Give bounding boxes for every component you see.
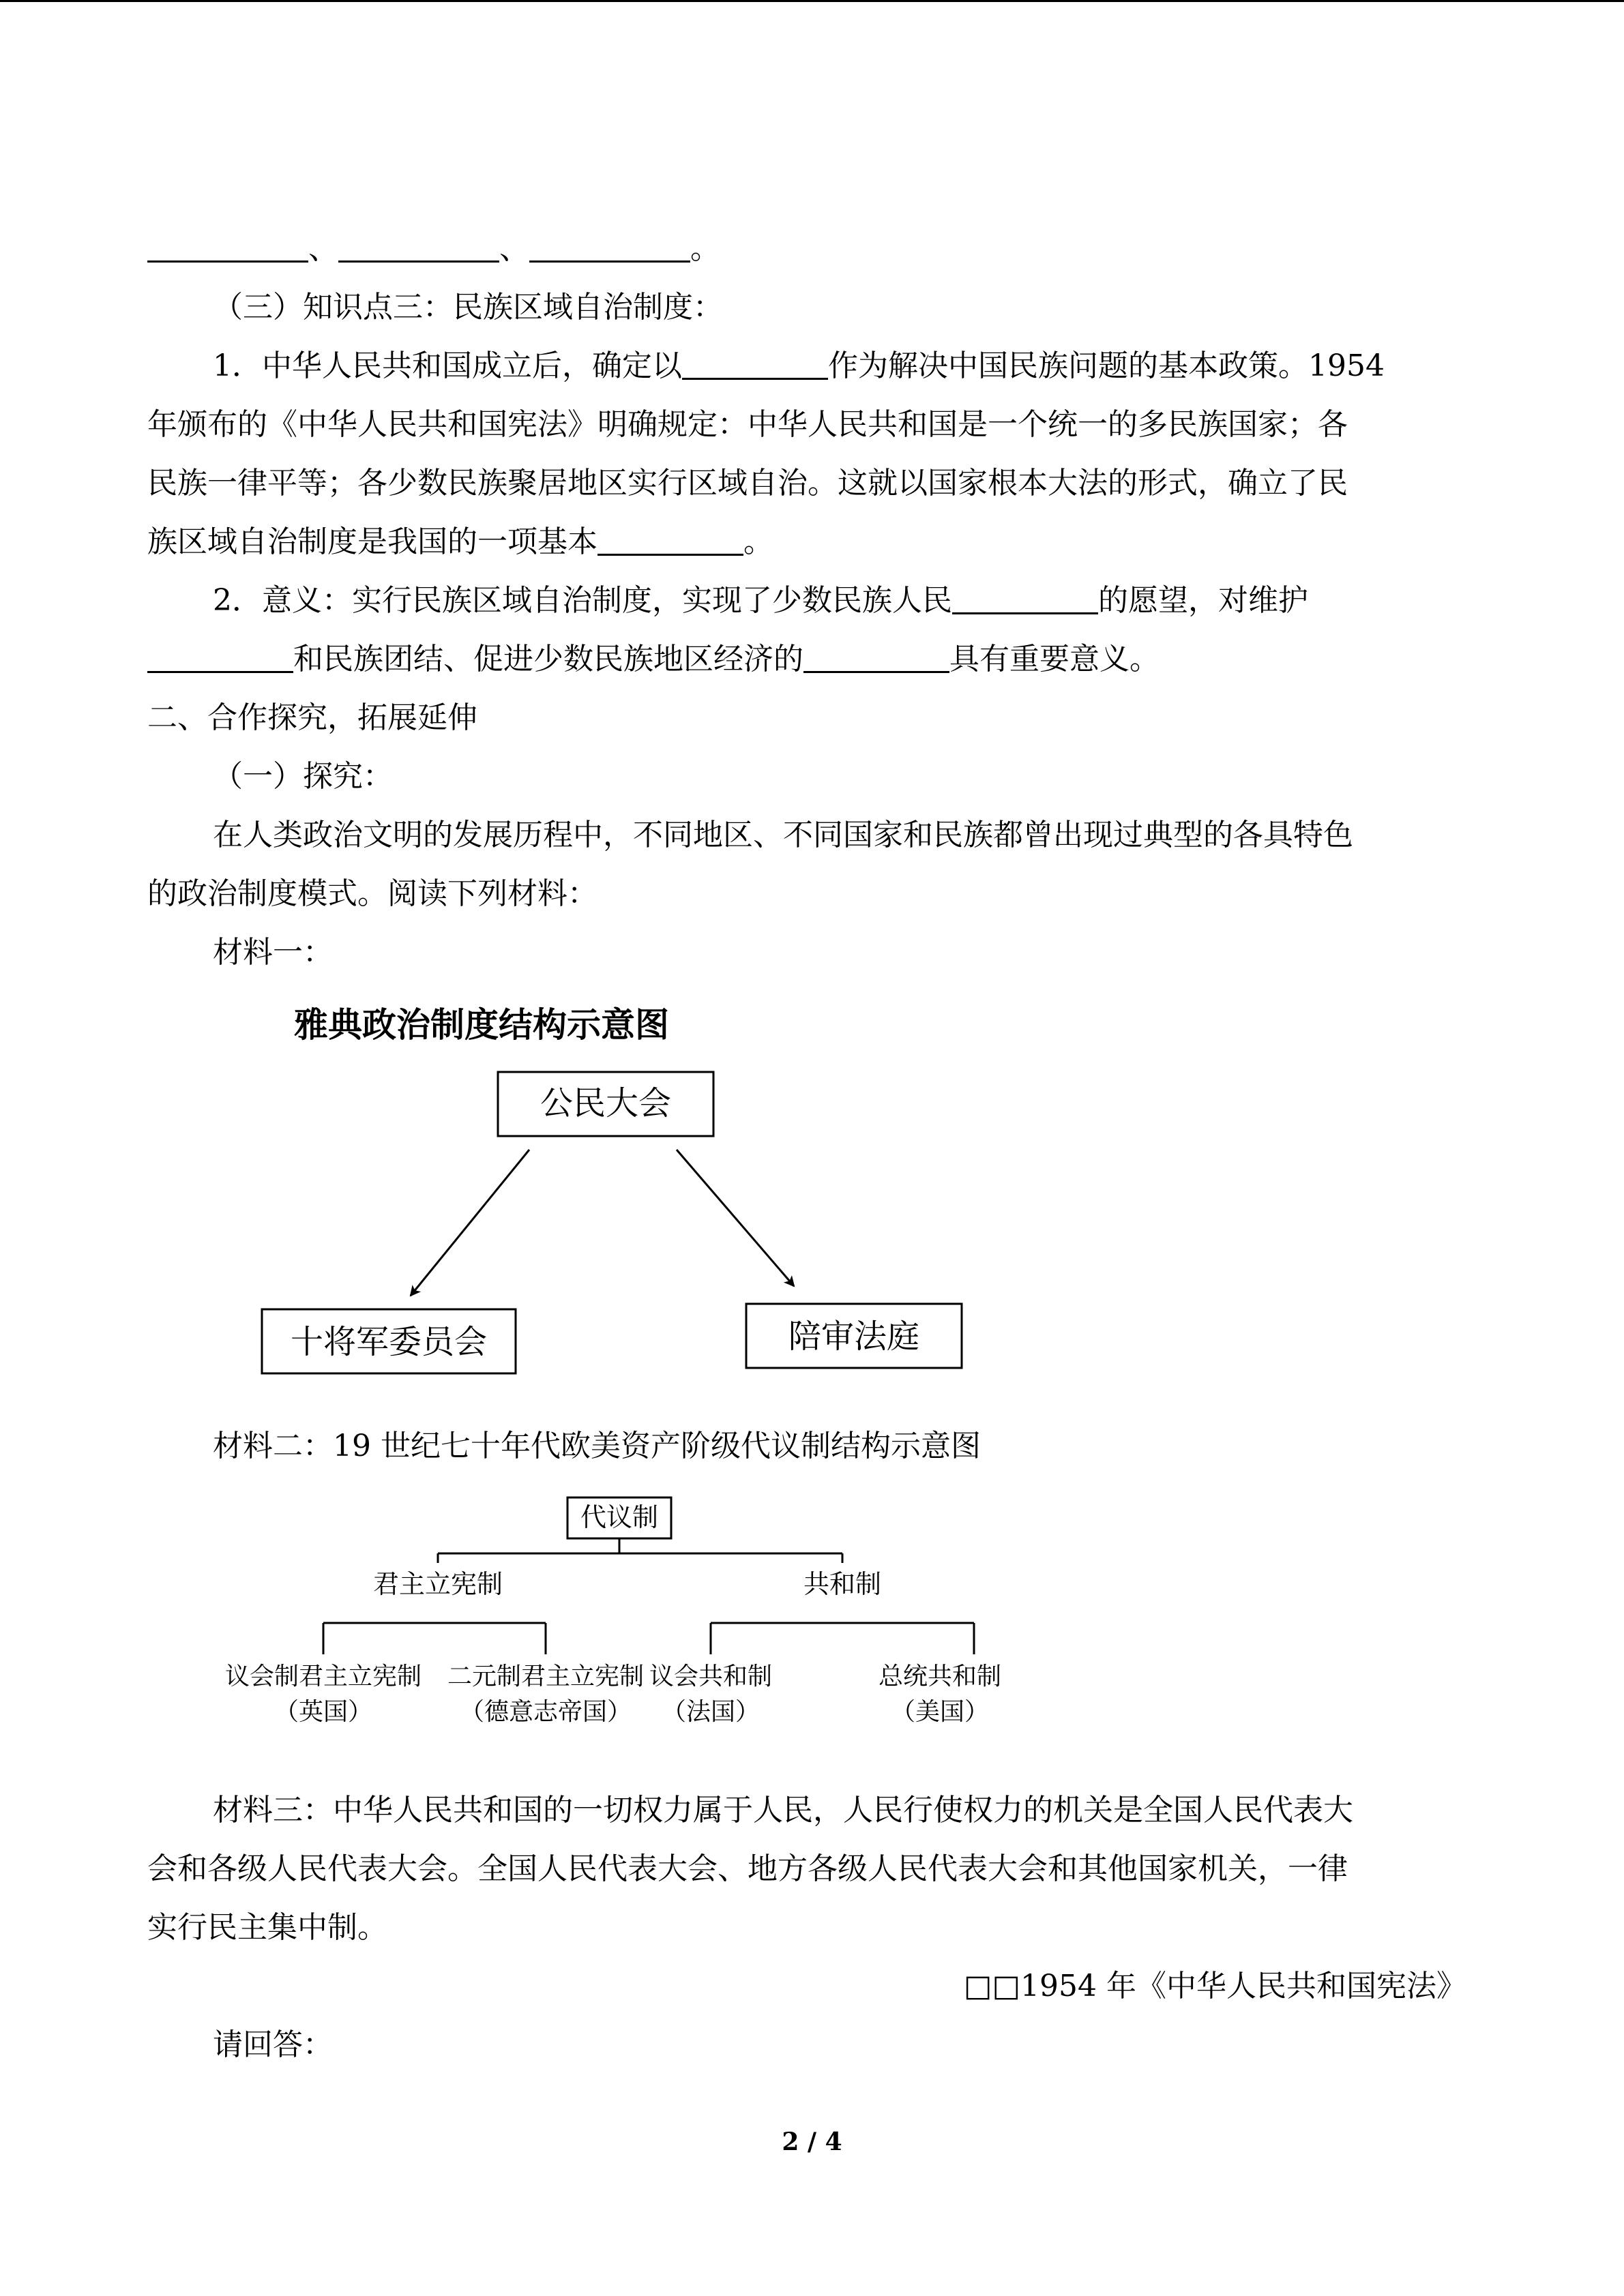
paragraph-1-line-2: 年颁布的《中华人民共和国宪法》明确规定：中华人民共和国是一个统一的多民族国家；各 <box>147 407 1348 442</box>
top-border <box>0 0 1624 2</box>
knowledge-point-3-title: （三）知识点三：民族区域自治制度： <box>213 290 723 325</box>
text-span: 的愿望，对维护 <box>1098 583 1308 618</box>
leaf-presidential-republic: 总统共和制 <box>878 1663 1002 1690</box>
material-1-label: 材料一： <box>213 935 333 970</box>
answer-blank[interactable] <box>597 518 743 556</box>
separator: 、 <box>499 231 529 266</box>
material-3-block <box>147 1781 1466 2074</box>
leaf-parliamentary-monarchy: 议会制君主立宪制 <box>224 1663 422 1690</box>
answer-blank[interactable] <box>338 225 499 263</box>
separator: 、 <box>308 231 338 266</box>
answer-blanks-line <box>147 220 1466 278</box>
node-constitutional-monarchy: 君主立宪制 <box>372 1569 503 1599</box>
text-span: 作为解决中国民族问题的基本政策。1954 <box>828 348 1385 383</box>
text-span: 2．意义：实行民族区域自治制度，实现了少数民族人民 <box>213 583 952 618</box>
explore-title: （一）探究： <box>213 759 393 794</box>
section-2-title: 二、合作探究，拓展延伸 <box>147 700 477 735</box>
paragraph-2-line-1 <box>147 571 1466 630</box>
intro-line-1: 在人类政治文明的发展历程中，不同地区、不同国家和民族都曾出现过典型的各具特色 <box>213 818 1353 852</box>
leaf-country-england: （英国） <box>274 1698 373 1726</box>
answer-blank[interactable] <box>147 636 293 673</box>
answer-blank[interactable] <box>682 342 828 380</box>
material-2-block <box>147 1417 1466 1476</box>
node-citizens-assembly: 公民大会 <box>540 1084 672 1122</box>
leaf-dualist-monarchy: 二元制君主立宪制 <box>447 1663 645 1690</box>
material-3-line-3: 实行民主集中制。 <box>147 1910 387 1945</box>
text-span: 。 <box>743 524 773 559</box>
please-answer: 请回答： <box>213 2027 333 2062</box>
diagram-1-title: 雅典政治制度结构示意图 <box>294 1005 669 1045</box>
answer-blank[interactable] <box>952 577 1098 614</box>
representative-system-diagram <box>205 1487 1050 1746</box>
answer-blank[interactable] <box>803 636 949 673</box>
material-3-line-2: 会和各级人民代表大会。全国人民代表大会、地方各级人民代表大会和其他国家机关，一律 <box>147 1851 1348 1886</box>
leaf-parliamentary-republic: 议会共和制 <box>649 1663 773 1690</box>
paragraph-1-line-4 <box>147 513 1466 571</box>
arrow-left <box>411 1150 529 1296</box>
text-span: 和民族团结、促进少数民族地区经济的 <box>293 642 803 676</box>
node-jury-court: 陪审法庭 <box>788 1317 920 1356</box>
material-3-source: □□1954 年《中华人民共和国宪法》 <box>963 1969 1466 2003</box>
document-body <box>147 220 1466 982</box>
leaf-country-usa: （美国） <box>890 1698 990 1726</box>
material-2-label: 材料二：19 世纪七十年代欧美资产阶级代议制结构示意图 <box>213 1429 981 1463</box>
intro-line-2: 的政治制度模式。阅读下列材料： <box>147 876 597 911</box>
page-number: 2 / 4 <box>782 2128 842 2156</box>
paragraph-1-line-1 <box>147 337 1466 396</box>
answer-blank[interactable] <box>529 225 690 263</box>
athens-political-structure-diagram <box>252 996 989 1377</box>
leaf-country-german-empire: （德意志帝国） <box>459 1698 632 1726</box>
period: 。 <box>690 231 720 266</box>
arrow-right <box>677 1150 794 1286</box>
text-span: 1．中华人民共和国成立后，确定以 <box>213 348 682 383</box>
material-3-line-1: 材料三：中华人民共和国的一切权力属于人民，人民行使权力的机关是全国人民代表大 <box>213 1793 1353 1828</box>
node-ten-generals-committee: 十将军委员会 <box>290 1323 488 1361</box>
paragraph-2-line-2 <box>147 630 1466 689</box>
node-representative-system: 代议制 <box>580 1502 659 1532</box>
text-span: 族区域自治制度是我国的一项基本 <box>147 524 597 559</box>
text-span: 具有重要意义。 <box>949 642 1160 676</box>
paragraph-1-line-3: 民族一律平等；各少数民族聚居地区实行区域自治。这就以国家根本大法的形式，确立了民 <box>147 466 1348 501</box>
leaf-country-france: （法国） <box>661 1698 761 1726</box>
node-republic: 共和制 <box>803 1569 882 1599</box>
answer-blank[interactable] <box>147 225 308 263</box>
